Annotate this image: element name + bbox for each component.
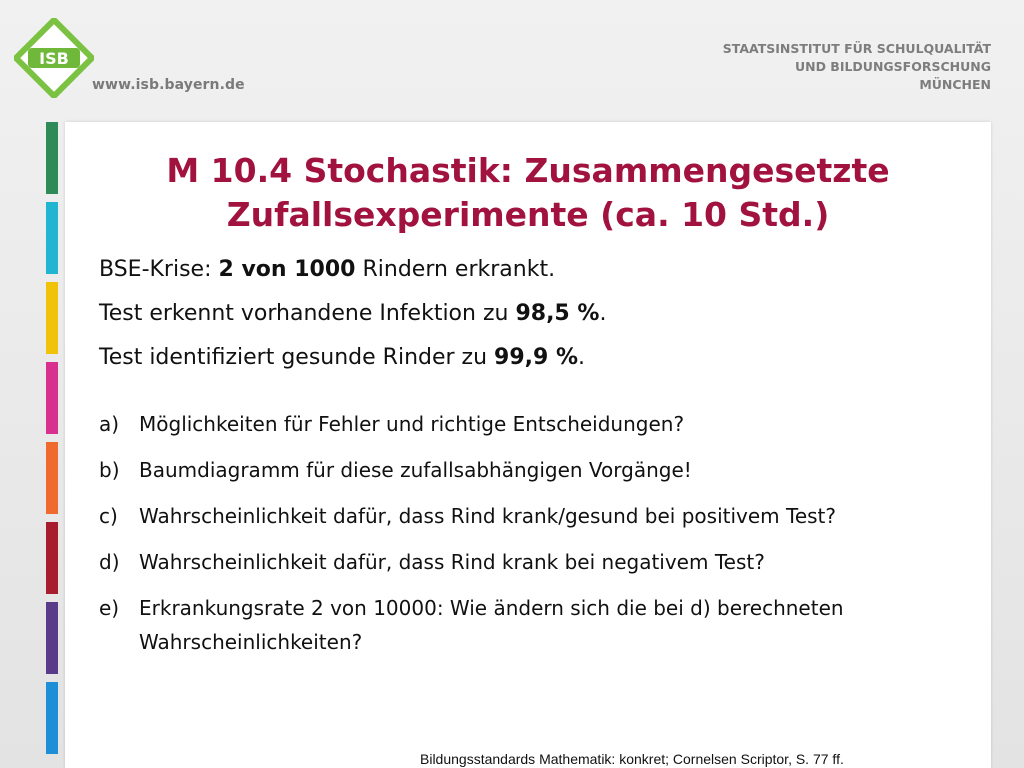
strip-block [46, 522, 58, 594]
task-text: Baumdiagramm für diese zufallsabhängigen Vorgänge! [139, 458, 692, 482]
task-letter: c) [99, 504, 118, 528]
task-list [99, 407, 899, 671]
intro-text: Test identifiziert gesunde Rinder zu [99, 345, 495, 370]
intro-text: Test erkennt vorhandene Infektion zu [99, 301, 516, 326]
task-text: Möglichkeiten für Fehler und richtige Entscheidungen? [139, 412, 685, 436]
task-item [99, 591, 899, 659]
task-letter: d) [99, 550, 120, 574]
strip-block [46, 122, 58, 194]
task-letter: e) [99, 596, 120, 620]
logo-text: ISB [39, 49, 69, 68]
title-line: M 10.4 Stochastik: Zusammengesetzte [166, 151, 890, 190]
task-item [99, 545, 899, 579]
task-item [99, 407, 899, 441]
intro-highlight: 99,9 % [494, 345, 579, 370]
task-text: Wahrscheinlichkeit dafür, dass Rind krank bei negativem Test? [139, 550, 765, 574]
intro-line [99, 343, 606, 387]
strip-block [46, 282, 58, 354]
source-citation: Bildungsstandards Mathematik: konkret; Cornelsen Scriptor, S. 77 ff. [420, 751, 844, 767]
task-text: Wahrscheinlichkeit dafür, dass Rind krank/gesund bei positivem Test? [139, 504, 837, 528]
strip-block [46, 602, 58, 674]
intro-text: BSE-Krise: [99, 257, 219, 282]
task-letter: a) [99, 412, 120, 436]
institute-line: STAATSINSTITUT FÜR SCHULQUALITÄT [722, 41, 991, 56]
strip-block [46, 442, 58, 514]
intro-highlight: 2 von 1000 [218, 257, 356, 282]
intro-text: Rindern erkrankt. [355, 257, 556, 282]
intro-highlight: 98,5 % [515, 301, 600, 326]
color-strip [46, 122, 58, 762]
slide-title [65, 149, 991, 237]
site-url: www.isb.bayern.de [92, 77, 245, 93]
strip-block [46, 682, 58, 754]
task-text: Erkrankungsrate 2 von 10000: Wie ändern sich die bei d) berechneten Wahrscheinlichkeiten? [139, 596, 844, 654]
intro-text: . [578, 345, 586, 370]
intro-facts [99, 255, 606, 387]
strip-block [46, 362, 58, 434]
isb-logo [14, 18, 94, 98]
institute-line: UND BILDUNGSFORSCHUNG [794, 59, 991, 74]
institute-name [723, 40, 991, 94]
task-item [99, 499, 899, 533]
task-item [99, 453, 899, 487]
task-letter: b) [99, 458, 120, 482]
institute-line: MÜNCHEN [919, 77, 991, 92]
intro-line [99, 299, 606, 343]
strip-block [46, 202, 58, 274]
title-line: Zufallsexperimente (ca. 10 Std.) [226, 195, 830, 234]
intro-line [99, 255, 606, 299]
intro-text: . [599, 301, 607, 326]
slide-card [65, 122, 991, 768]
